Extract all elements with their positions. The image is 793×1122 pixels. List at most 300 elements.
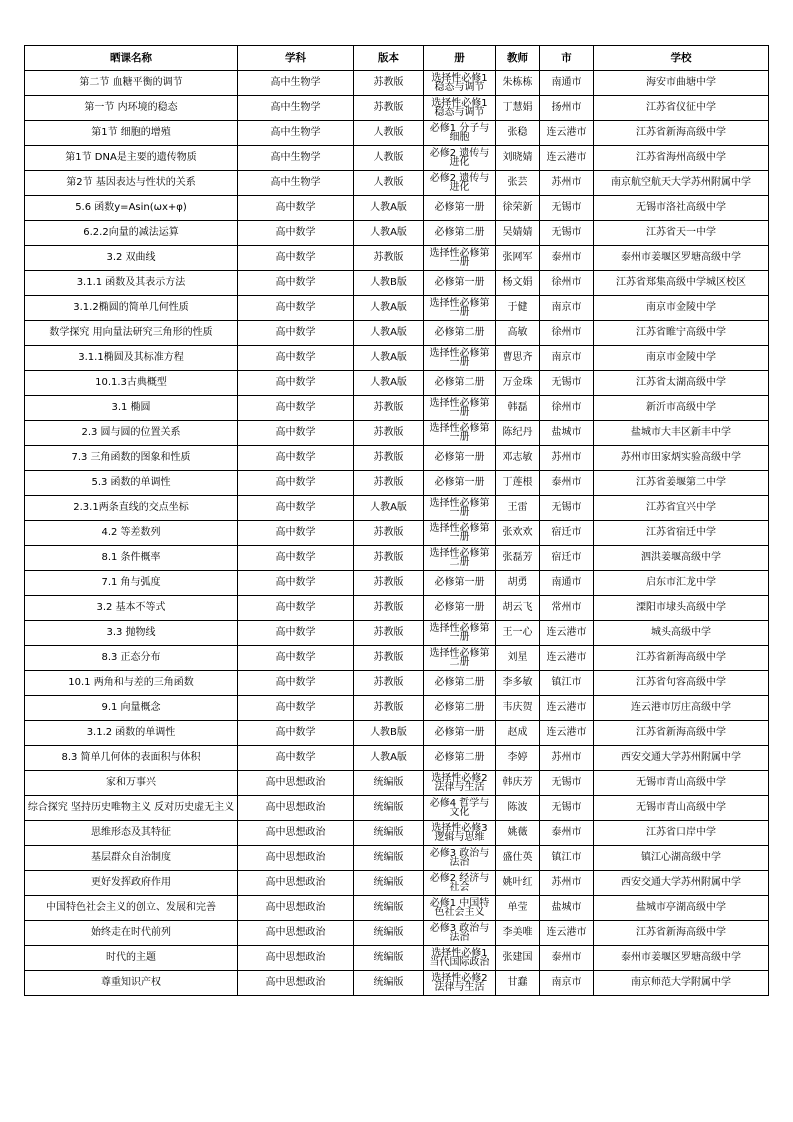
edition-cell: 统编版 [354, 846, 424, 871]
school-cell: 江苏省海州高级中学 [594, 146, 769, 171]
course-name-cell: 第二节 血糖平衡的调节 [25, 71, 238, 96]
volume-cell: 必修第一册 [424, 721, 496, 746]
edition-cell: 统编版 [354, 971, 424, 996]
city-cell: 常州市 [540, 596, 594, 621]
city-cell: 盐城市 [540, 421, 594, 446]
city-cell: 无锡市 [540, 371, 594, 396]
table-row [25, 246, 769, 271]
edition-cell: 苏教版 [354, 421, 424, 446]
subject-cell: 高中数学 [238, 446, 354, 471]
course-name-cell: 3.3 抛物线 [25, 621, 238, 646]
volume-cell: 选择性必修第一册 [424, 621, 496, 646]
table-row [25, 946, 769, 971]
table-row [25, 596, 769, 621]
subject-cell: 高中数学 [238, 271, 354, 296]
course-name-cell: 第1节 细胞的增殖 [25, 121, 238, 146]
school-cell: 江苏省宜兴中学 [594, 496, 769, 521]
volume-cell: 选择性必修第一册 [424, 496, 496, 521]
school-cell: 镇江心湖高级中学 [594, 846, 769, 871]
table-row [25, 746, 769, 771]
edition-cell: 统编版 [354, 896, 424, 921]
course-name-cell: 更好发挥政府作用 [25, 871, 238, 896]
volume-cell: 必修3 政治与法治 [424, 921, 496, 946]
school-cell: 南京师范大学附属中学 [594, 971, 769, 996]
volume-cell: 选择性必修3 逻辑与思维 [424, 821, 496, 846]
edition-cell: 人教B版 [354, 721, 424, 746]
school-cell: 江苏省新海高级中学 [594, 721, 769, 746]
subject-cell: 高中数学 [238, 571, 354, 596]
course-name-cell: 时代的主题 [25, 946, 238, 971]
school-cell: 城头高级中学 [594, 621, 769, 646]
header-school: 学校 [594, 46, 769, 71]
subject-cell: 高中思想政治 [238, 946, 354, 971]
city-cell: 苏州市 [540, 171, 594, 196]
subject-cell: 高中数学 [238, 496, 354, 521]
table-row [25, 446, 769, 471]
teacher-cell: 张网军 [496, 246, 540, 271]
table-row [25, 846, 769, 871]
school-cell: 江苏省口岸中学 [594, 821, 769, 846]
edition-cell: 苏教版 [354, 596, 424, 621]
edition-cell: 人教A版 [354, 321, 424, 346]
subject-cell: 高中数学 [238, 696, 354, 721]
subject-cell: 高中数学 [238, 546, 354, 571]
volume-cell: 必修第二册 [424, 696, 496, 721]
city-cell: 南通市 [540, 71, 594, 96]
edition-cell: 苏教版 [354, 671, 424, 696]
table-row [25, 796, 769, 821]
table-row [25, 271, 769, 296]
table-row [25, 171, 769, 196]
teacher-cell: 李美唯 [496, 921, 540, 946]
table-row [25, 421, 769, 446]
table-row [25, 671, 769, 696]
edition-cell: 人教版 [354, 146, 424, 171]
table-body [25, 71, 769, 996]
volume-cell: 选择性必修第二册 [424, 546, 496, 571]
teacher-cell: 万金珠 [496, 371, 540, 396]
course-name-cell: 8.1 条件概率 [25, 546, 238, 571]
header-edition: 版本 [354, 46, 424, 71]
teacher-cell: 杨文娟 [496, 271, 540, 296]
subject-cell: 高中生物学 [238, 146, 354, 171]
header-subject: 学科 [238, 46, 354, 71]
table-row [25, 196, 769, 221]
teacher-cell: 丁莲根 [496, 471, 540, 496]
school-cell: 溧阳市埭头高级中学 [594, 596, 769, 621]
course-name-cell: 2.3 圆与圆的位置关系 [25, 421, 238, 446]
volume-cell: 必修2 遗传与进化 [424, 171, 496, 196]
teacher-cell: 曹思齐 [496, 346, 540, 371]
subject-cell: 高中思想政治 [238, 971, 354, 996]
edition-cell: 人教A版 [354, 296, 424, 321]
teacher-cell: 李多敏 [496, 671, 540, 696]
course-table [24, 45, 769, 996]
city-cell: 连云港市 [540, 621, 594, 646]
subject-cell: 高中数学 [238, 396, 354, 421]
volume-cell: 必修1 中国特色社会主义 [424, 896, 496, 921]
school-cell: 新沂市高级中学 [594, 396, 769, 421]
edition-cell: 苏教版 [354, 546, 424, 571]
table-row [25, 546, 769, 571]
course-name-cell: 4.2 等差数列 [25, 521, 238, 546]
school-cell: 江苏省新海高级中学 [594, 121, 769, 146]
course-name-cell: 基层群众自治制度 [25, 846, 238, 871]
subject-cell: 高中数学 [238, 421, 354, 446]
course-name-cell: 10.1.3古典概型 [25, 371, 238, 396]
course-name-cell: 9.1 向量概念 [25, 696, 238, 721]
school-cell: 江苏省句容高级中学 [594, 671, 769, 696]
course-name-cell: 3.1 椭圆 [25, 396, 238, 421]
edition-cell: 统编版 [354, 771, 424, 796]
volume-cell: 选择性必修第二册 [424, 646, 496, 671]
volume-cell: 选择性必修第一册 [424, 296, 496, 321]
teacher-cell: 陈纪丹 [496, 421, 540, 446]
edition-cell: 统编版 [354, 921, 424, 946]
volume-cell: 选择性必修第一册 [424, 246, 496, 271]
school-cell: 江苏省宿迁中学 [594, 521, 769, 546]
city-cell: 宿迁市 [540, 546, 594, 571]
table-row [25, 121, 769, 146]
header-volume: 册 [424, 46, 496, 71]
school-cell: 泰州市姜堰区罗塘高级中学 [594, 946, 769, 971]
city-cell: 无锡市 [540, 196, 594, 221]
subject-cell: 高中数学 [238, 221, 354, 246]
teacher-cell: 徐荣新 [496, 196, 540, 221]
city-cell: 南京市 [540, 296, 594, 321]
teacher-cell: 朱栋栋 [496, 71, 540, 96]
edition-cell: 苏教版 [354, 646, 424, 671]
volume-cell: 选择性必修1 稳态与调节 [424, 96, 496, 121]
table-row [25, 896, 769, 921]
edition-cell: 统编版 [354, 796, 424, 821]
edition-cell: 统编版 [354, 946, 424, 971]
course-name-cell: 5.6 函数y=Asin(ωx+φ) [25, 196, 238, 221]
edition-cell: 人教B版 [354, 271, 424, 296]
volume-cell: 选择性必修1 稳态与调节 [424, 71, 496, 96]
table-row [25, 621, 769, 646]
table-row [25, 471, 769, 496]
subject-cell: 高中思想政治 [238, 871, 354, 896]
volume-cell: 必修第一册 [424, 446, 496, 471]
teacher-cell: 刘星 [496, 646, 540, 671]
subject-cell: 高中数学 [238, 296, 354, 321]
table-row [25, 321, 769, 346]
teacher-cell: 丁慧娟 [496, 96, 540, 121]
course-name-cell: 思维形态及其特征 [25, 821, 238, 846]
subject-cell: 高中数学 [238, 196, 354, 221]
city-cell: 连云港市 [540, 696, 594, 721]
course-name-cell: 始终走在时代前列 [25, 921, 238, 946]
subject-cell: 高中生物学 [238, 96, 354, 121]
school-cell: 启东市汇龙中学 [594, 571, 769, 596]
edition-cell: 人教版 [354, 171, 424, 196]
school-cell: 盐城市大丰区新丰中学 [594, 421, 769, 446]
city-cell: 无锡市 [540, 496, 594, 521]
city-cell: 无锡市 [540, 221, 594, 246]
course-name-cell: 8.3 简单几何体的表面积与体积 [25, 746, 238, 771]
volume-cell: 必修第二册 [424, 746, 496, 771]
volume-cell: 选择性必修第一册 [424, 396, 496, 421]
city-cell: 盐城市 [540, 896, 594, 921]
edition-cell: 苏教版 [354, 246, 424, 271]
edition-cell: 苏教版 [354, 396, 424, 421]
subject-cell: 高中数学 [238, 346, 354, 371]
edition-cell: 苏教版 [354, 71, 424, 96]
subject-cell: 高中数学 [238, 621, 354, 646]
school-cell: 苏州市田家炳实验高级中学 [594, 446, 769, 471]
course-name-cell: 3.2 双曲线 [25, 246, 238, 271]
city-cell: 镇江市 [540, 671, 594, 696]
volume-cell: 选择性必修第一册 [424, 346, 496, 371]
teacher-cell: 于健 [496, 296, 540, 321]
city-cell: 南京市 [540, 971, 594, 996]
city-cell: 苏州市 [540, 446, 594, 471]
school-cell: 江苏省姜堰第二中学 [594, 471, 769, 496]
school-cell: 无锡市青山高级中学 [594, 771, 769, 796]
course-name-cell: 3.1.2椭圆的简单几何性质 [25, 296, 238, 321]
table-row [25, 296, 769, 321]
course-name-cell: 家和万事兴 [25, 771, 238, 796]
city-cell: 连云港市 [540, 121, 594, 146]
volume-cell: 选择性必修2 法律与生活 [424, 771, 496, 796]
header-city: 市 [540, 46, 594, 71]
table-row [25, 96, 769, 121]
subject-cell: 高中思想政治 [238, 821, 354, 846]
subject-cell: 高中数学 [238, 596, 354, 621]
city-cell: 泰州市 [540, 821, 594, 846]
city-cell: 连云港市 [540, 921, 594, 946]
table-row [25, 346, 769, 371]
city-cell: 连云港市 [540, 146, 594, 171]
volume-cell: 必修第二册 [424, 371, 496, 396]
subject-cell: 高中思想政治 [238, 896, 354, 921]
table-row [25, 921, 769, 946]
course-name-cell: 7.1 角与弧度 [25, 571, 238, 596]
teacher-cell: 吴婧婧 [496, 221, 540, 246]
school-cell: 南京市金陵中学 [594, 296, 769, 321]
course-name-cell: 8.3 正态分布 [25, 646, 238, 671]
teacher-cell: 姚叶红 [496, 871, 540, 896]
volume-cell: 选择性必修2 法律与生活 [424, 971, 496, 996]
volume-cell: 选择性必修第一册 [424, 521, 496, 546]
edition-cell: 苏教版 [354, 96, 424, 121]
teacher-cell: 胡云飞 [496, 596, 540, 621]
school-cell: 江苏省郑集高级中学城区校区 [594, 271, 769, 296]
subject-cell: 高中数学 [238, 721, 354, 746]
teacher-cell: 张稳 [496, 121, 540, 146]
course-name-cell: 7.3 三角函数的图象和性质 [25, 446, 238, 471]
edition-cell: 人教A版 [354, 346, 424, 371]
edition-cell: 人教A版 [354, 371, 424, 396]
course-name-cell: 第1节 DNA是主要的遗传物质 [25, 146, 238, 171]
city-cell: 无锡市 [540, 796, 594, 821]
school-cell: 江苏省新海高级中学 [594, 921, 769, 946]
table-row [25, 971, 769, 996]
edition-cell: 苏教版 [354, 571, 424, 596]
course-name-cell: 5.3 函数的单调性 [25, 471, 238, 496]
city-cell: 徐州市 [540, 396, 594, 421]
table-row [25, 821, 769, 846]
header-teacher: 教师 [496, 46, 540, 71]
subject-cell: 高中生物学 [238, 121, 354, 146]
teacher-cell: 王一心 [496, 621, 540, 646]
city-cell: 泰州市 [540, 246, 594, 271]
course-name-cell: 3.1.1 函数及其表示方法 [25, 271, 238, 296]
volume-cell: 必修第二册 [424, 671, 496, 696]
school-cell: 连云港市厉庄高级中学 [594, 696, 769, 721]
city-cell: 苏州市 [540, 746, 594, 771]
table-row [25, 771, 769, 796]
table-row [25, 871, 769, 896]
teacher-cell: 盛仕英 [496, 846, 540, 871]
subject-cell: 高中思想政治 [238, 921, 354, 946]
edition-cell: 苏教版 [354, 621, 424, 646]
subject-cell: 高中数学 [238, 246, 354, 271]
table-row [25, 571, 769, 596]
course-name-cell: 尊重知识产权 [25, 971, 238, 996]
table-row [25, 221, 769, 246]
city-cell: 连云港市 [540, 721, 594, 746]
teacher-cell: 韦庆贺 [496, 696, 540, 721]
teacher-cell: 胡勇 [496, 571, 540, 596]
school-cell: 南京市金陵中学 [594, 346, 769, 371]
subject-cell: 高中数学 [238, 471, 354, 496]
edition-cell: 苏教版 [354, 696, 424, 721]
subject-cell: 高中数学 [238, 746, 354, 771]
course-name-cell: 3.2 基本不等式 [25, 596, 238, 621]
course-name-cell: 3.1.2 函数的单调性 [25, 721, 238, 746]
header-row [25, 46, 769, 71]
teacher-cell: 赵成 [496, 721, 540, 746]
city-cell: 无锡市 [540, 771, 594, 796]
teacher-cell: 单莹 [496, 896, 540, 921]
teacher-cell: 刘晓婧 [496, 146, 540, 171]
teacher-cell: 张芸 [496, 171, 540, 196]
school-cell: 南京航空航天大学苏州附属中学 [594, 171, 769, 196]
volume-cell: 必修3 政治与法治 [424, 846, 496, 871]
subject-cell: 高中数学 [238, 521, 354, 546]
table-row [25, 71, 769, 96]
school-cell: 江苏省睢宁高级中学 [594, 321, 769, 346]
edition-cell: 人教A版 [354, 221, 424, 246]
teacher-cell: 张磊芳 [496, 546, 540, 571]
table-row [25, 146, 769, 171]
volume-cell: 选择性必修1 当代国际政治 [424, 946, 496, 971]
volume-cell: 必修4 哲学与文化 [424, 796, 496, 821]
school-cell: 江苏省太湖高级中学 [594, 371, 769, 396]
course-name-cell: 第2节 基因表达与性状的关系 [25, 171, 238, 196]
city-cell: 徐州市 [540, 271, 594, 296]
city-cell: 南京市 [540, 346, 594, 371]
school-cell: 海安市曲塘中学 [594, 71, 769, 96]
edition-cell: 人教A版 [354, 496, 424, 521]
course-name-cell: 10.1 两角和与差的三角函数 [25, 671, 238, 696]
course-name-cell: 3.1.1椭圆及其标准方程 [25, 346, 238, 371]
table-row [25, 496, 769, 521]
subject-cell: 高中生物学 [238, 171, 354, 196]
volume-cell: 必修第一册 [424, 571, 496, 596]
volume-cell: 必修1 分子与细胞 [424, 121, 496, 146]
school-cell: 江苏省仪征中学 [594, 96, 769, 121]
city-cell: 镇江市 [540, 846, 594, 871]
teacher-cell: 姚薇 [496, 821, 540, 846]
school-cell: 盐城市亭湖高级中学 [594, 896, 769, 921]
course-name-cell: 6.2.2向量的减法运算 [25, 221, 238, 246]
table-row [25, 371, 769, 396]
school-cell: 泰州市姜堰区罗塘高级中学 [594, 246, 769, 271]
edition-cell: 人教A版 [354, 196, 424, 221]
subject-cell: 高中数学 [238, 646, 354, 671]
edition-cell: 苏教版 [354, 521, 424, 546]
teacher-cell: 甘蠢 [496, 971, 540, 996]
city-cell: 苏州市 [540, 871, 594, 896]
teacher-cell: 李婷 [496, 746, 540, 771]
table-row [25, 696, 769, 721]
school-cell: 江苏省天一中学 [594, 221, 769, 246]
edition-cell: 苏教版 [354, 446, 424, 471]
volume-cell: 必修第一册 [424, 596, 496, 621]
teacher-cell: 韩庆芳 [496, 771, 540, 796]
city-cell: 泰州市 [540, 471, 594, 496]
volume-cell: 选择性必修第一册 [424, 421, 496, 446]
edition-cell: 苏教版 [354, 471, 424, 496]
teacher-cell: 王雷 [496, 496, 540, 521]
edition-cell: 统编版 [354, 821, 424, 846]
volume-cell: 必修2 经济与社会 [424, 871, 496, 896]
volume-cell: 必修第一册 [424, 471, 496, 496]
edition-cell: 统编版 [354, 871, 424, 896]
volume-cell: 必修第二册 [424, 221, 496, 246]
course-name-cell: 数学探究 用向量法研究三角形的性质 [25, 321, 238, 346]
table-row [25, 721, 769, 746]
teacher-cell: 陈波 [496, 796, 540, 821]
school-cell: 江苏省新海高级中学 [594, 646, 769, 671]
school-cell: 西安交通大学苏州附属中学 [594, 871, 769, 896]
course-name-cell: 中国特色社会主义的创立、发展和完善 [25, 896, 238, 921]
subject-cell: 高中数学 [238, 321, 354, 346]
table-row [25, 646, 769, 671]
volume-cell: 必修2 遗传与进化 [424, 146, 496, 171]
city-cell: 宿迁市 [540, 521, 594, 546]
subject-cell: 高中数学 [238, 371, 354, 396]
subject-cell: 高中生物学 [238, 71, 354, 96]
subject-cell: 高中思想政治 [238, 771, 354, 796]
city-cell: 徐州市 [540, 321, 594, 346]
teacher-cell: 邓志敏 [496, 446, 540, 471]
volume-cell: 必修第二册 [424, 321, 496, 346]
city-cell: 连云港市 [540, 646, 594, 671]
volume-cell: 必修第一册 [424, 196, 496, 221]
school-cell: 泗洪姜堰高级中学 [594, 546, 769, 571]
teacher-cell: 韩磊 [496, 396, 540, 421]
teacher-cell: 张建国 [496, 946, 540, 971]
course-name-cell: 第一节 内环境的稳态 [25, 96, 238, 121]
course-name-cell: 综合探究 坚持历史唯物主义 反对历史虚无主义 [25, 796, 238, 821]
header-course-name: 晒课名称 [25, 46, 238, 71]
subject-cell: 高中数学 [238, 671, 354, 696]
edition-cell: 人教A版 [354, 746, 424, 771]
city-cell: 泰州市 [540, 946, 594, 971]
city-cell: 扬州市 [540, 96, 594, 121]
table-row [25, 396, 769, 421]
school-cell: 无锡市青山高级中学 [594, 796, 769, 821]
teacher-cell: 张欢欢 [496, 521, 540, 546]
table-row [25, 521, 769, 546]
course-name-cell: 2.3.1两条直线的交点坐标 [25, 496, 238, 521]
school-cell: 西安交通大学苏州附属中学 [594, 746, 769, 771]
teacher-cell: 高敏 [496, 321, 540, 346]
